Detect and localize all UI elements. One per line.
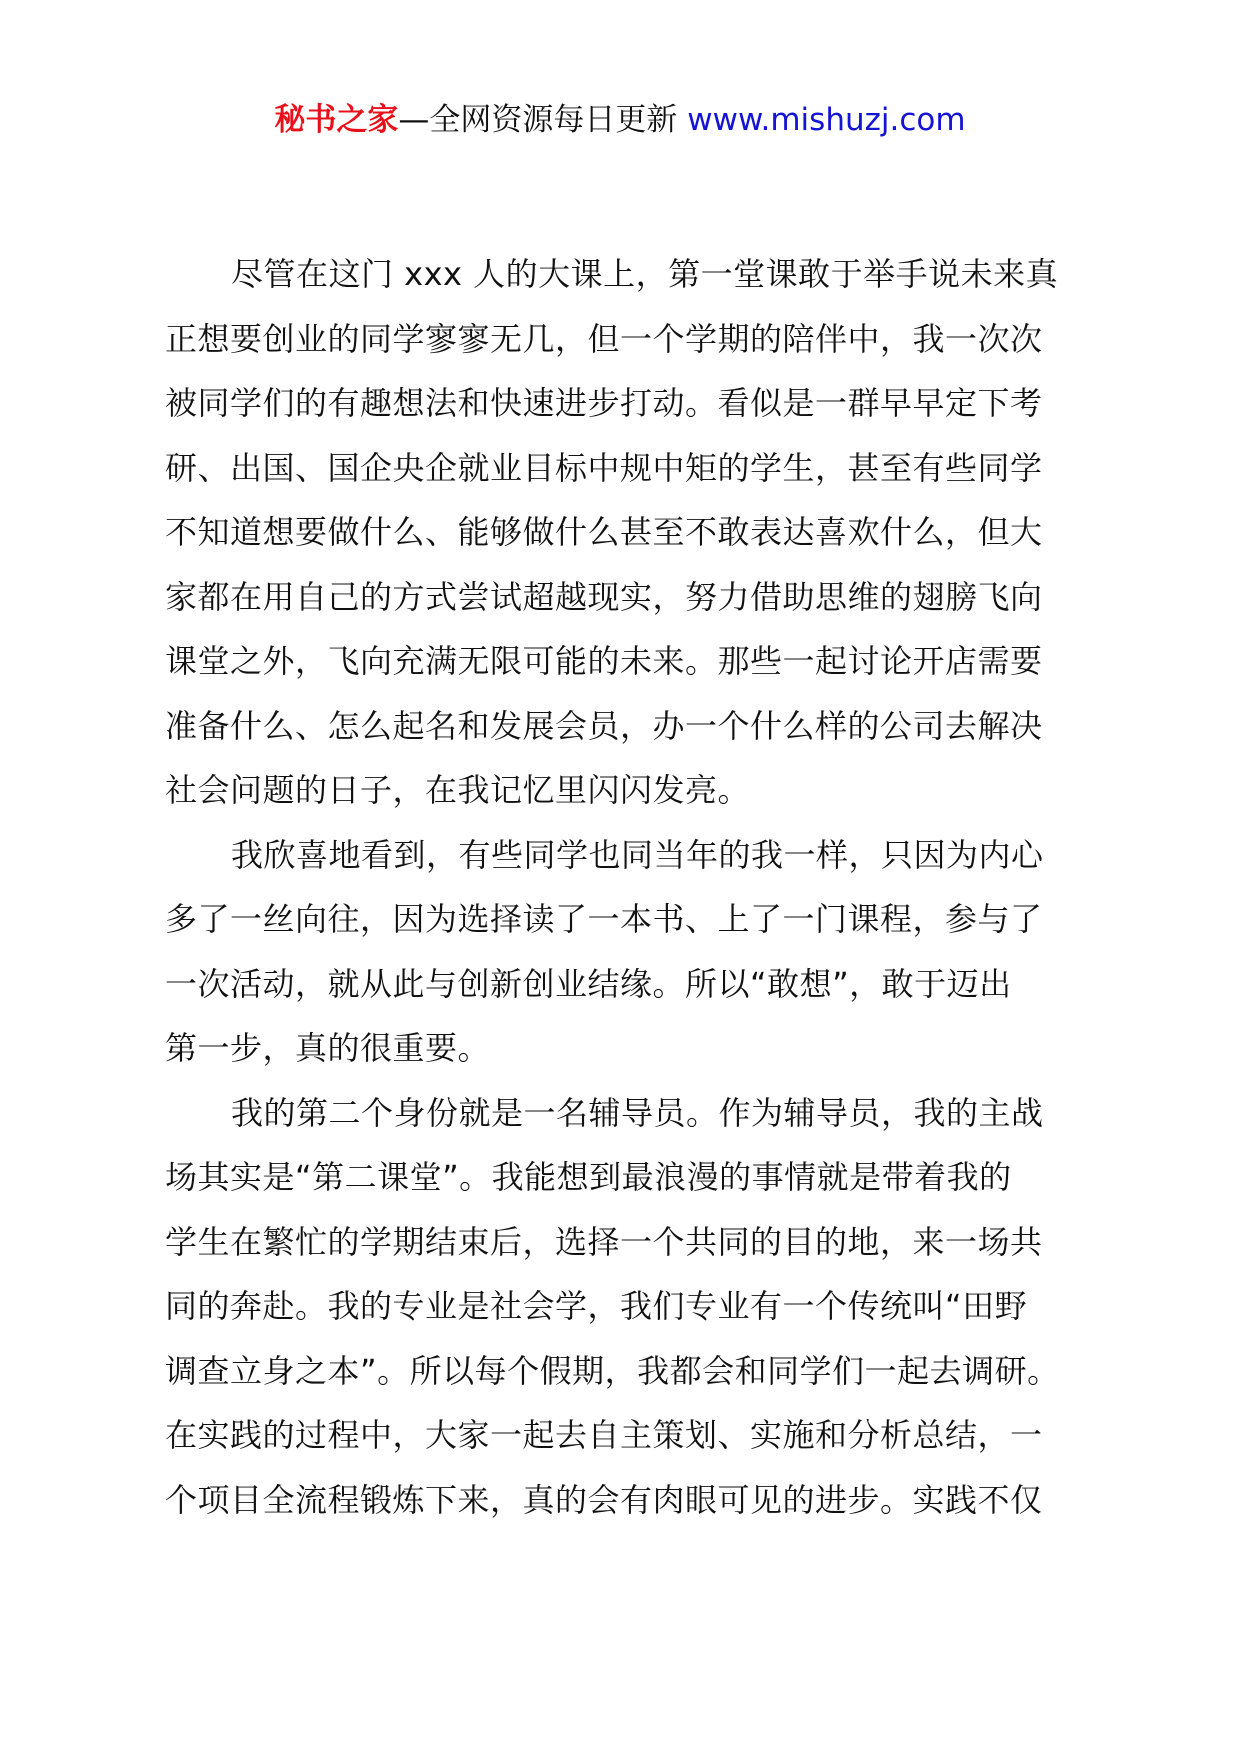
paragraph-line: 课堂之外，飞向充满无限可能的未来。那些一起讨论开店需要	[165, 642, 1043, 680]
document-body	[165, 242, 1077, 1532]
header-tagline: —全网资源每日更新	[398, 102, 688, 138]
paragraph-line: 一次活动，就从此与创新创业结缘。所以“敢想”，敢于迈出	[165, 964, 1012, 1003]
paragraph-line: 场其实是“第二课堂”。我能想到最浪漫的事情就是带着我的	[165, 1158, 1012, 1196]
paragraph-line: 研、出国、国企央企就业目标中规中矩的学生，甚至有些同学	[165, 448, 1043, 487]
paragraph-line: 同的奔赴。我的专业是社会学，我们专业有一个传统叫“田野	[165, 1287, 1028, 1325]
paragraph-line: 不知道想要做什么、能够做什么甚至不敢表达喜欢什么，但大	[165, 513, 1043, 551]
paragraph-line: 家都在用自己的方式尝试超越现实，努力借助思维的翅膀飞向	[165, 577, 1043, 616]
paragraph-line: 多了一丝向往，因为选择读了一本书、上了一门课程，参与了	[165, 900, 1043, 938]
paragraph-line: 被同学们的有趣想法和快速进步打动。看似是一群早早定下考	[165, 384, 1043, 422]
page-header	[0, 98, 1240, 142]
paragraph-line: 第一步，真的很重要。	[165, 1029, 491, 1067]
header-url-link[interactable]: www.mishuzj.com	[687, 102, 966, 138]
header-brand: 秘书之家	[274, 102, 399, 138]
paragraph-line: 我欣喜地看到，有些同学也同当年的我一样，只因为内心	[231, 835, 1044, 874]
paragraph-line: 调查立身之本”。所以每个假期，我都会和同学们一起去调研。	[165, 1351, 1060, 1390]
paragraph-line: 学生在繁忙的学期结束后，选择一个共同的目的地，来一场共	[165, 1222, 1043, 1261]
paragraph-line: 个项目全流程锻炼下来，真的会有肉眼可见的进步。实践不仅	[165, 1480, 1043, 1519]
paragraph-line: 我的第二个身份就是一名辅导员。作为辅导员，我的主战	[231, 1093, 1044, 1132]
paragraph-line: 社会问题的日子，在我记忆里闪闪发亮。	[165, 771, 751, 809]
paragraph-line: 在实践的过程中，大家一起去自主策划、实施和分析总结，一	[165, 1416, 1043, 1454]
paragraph-line: 准备什么、怎么起名和发展会员，办一个什么样的公司去解决	[165, 706, 1043, 745]
paragraph-line: 正想要创业的同学寥寥无几，但一个学期的陪伴中，我一次次	[165, 319, 1043, 358]
paragraph-line: 尽管在这门 xxx 人的大课上，第一堂课敢于举手说未来真	[231, 255, 1059, 293]
